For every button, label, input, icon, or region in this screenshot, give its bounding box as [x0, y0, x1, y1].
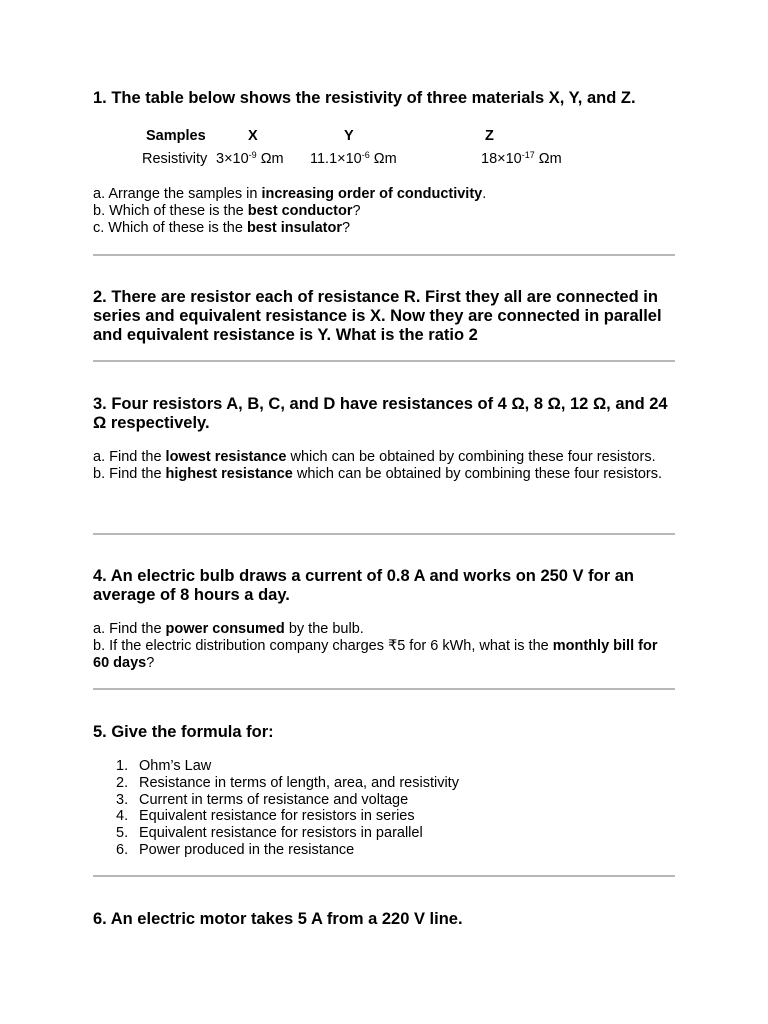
- question-6-title: 6. An electric motor takes 5 A from a 220 V line.: [93, 910, 463, 928]
- question-4-part-a: a. Find the power consumed by the bulb.: [93, 621, 364, 637]
- question-1: [93, 89, 675, 108]
- table-header-samples: Samples: [146, 128, 206, 144]
- question-3-part-b: b. Find the highest resistance which can be obtained by combining these four resistors.: [93, 465, 663, 482]
- question-5-title: 5. Give the formula for:: [93, 723, 274, 741]
- question-2: [93, 288, 675, 345]
- question-1-part-c: c. Which of these is the best insulator?: [93, 219, 351, 236]
- list-item: 5. Equivalent resistance for resistors in parallel: [116, 825, 423, 842]
- table-header-x: X: [248, 128, 258, 144]
- question-1-part-a: a. Arrange the samples in increasing order of conductivity.: [93, 186, 487, 202]
- table-cell-x: $3\times 10^{-9}$ Ωm: [216, 150, 284, 167]
- question-1-title: 1. The table below shows the resistivity of three materials X, Y, and Z.: [93, 89, 636, 107]
- list-item: 2. Resistance in terms of length, area, and resistivity: [116, 774, 459, 791]
- divider: [93, 688, 675, 690]
- table-header-z: Z: [485, 128, 494, 144]
- table-cell-z: $18\times 10^{-17}$ Ωm: [481, 150, 562, 167]
- question-4-part-b: b. If the electric distribution company charges ₹5 for 6 kWh, what is the monthly bill for 60 days?: [93, 637, 658, 671]
- question-4-parts: [93, 621, 675, 671]
- question-6: [93, 910, 675, 929]
- table-cell-y: $11.1\times 10^{-6}$ Ωm: [310, 150, 397, 167]
- question-5: [93, 723, 675, 742]
- resistivity-table: [0, 128, 768, 168]
- list-item: 4. Equivalent resistance for resistors in series: [116, 808, 415, 825]
- question-3-parts: [93, 449, 675, 483]
- question-4: [93, 567, 675, 605]
- divider: [93, 360, 675, 362]
- question-3-title: 3. Four resistors A, B, C, and D have resistances of 4 Ω, 8 Ω, 12 Ω, and 24 Ω respectively.: [93, 395, 668, 432]
- question-1-part-b: b. Which of these is the best conductor?: [93, 202, 361, 219]
- list-item: 1. Ohm’s Law: [116, 758, 212, 774]
- question-3: [93, 395, 675, 433]
- table-header-y: Y: [344, 128, 354, 144]
- divider: [93, 875, 675, 877]
- divider: [93, 533, 675, 535]
- question-4-title: 4. An electric bulb draws a current of 0.8 A and works on 250 V for an average of 8 hours a day.: [93, 567, 634, 604]
- formula-list: [93, 758, 675, 859]
- list-item: 6. Power produced in the resistance: [116, 841, 355, 858]
- question-3-part-a: a. Find the lowest resistance which can be obtained by combining these four resistors.: [93, 449, 656, 465]
- table-row-label: Resistivity: [142, 151, 208, 167]
- question-1-parts: [93, 186, 675, 236]
- list-item: 3. Current in terms of resistance and voltage: [116, 791, 409, 808]
- question-2-title: 2. There are resistor each of resistance R. First they all are connected in series and equivalent resistance is X. Now they are connected in parallel and equivalent resistance is Y. What is the ratio 2: [93, 288, 662, 344]
- divider: [93, 254, 675, 256]
